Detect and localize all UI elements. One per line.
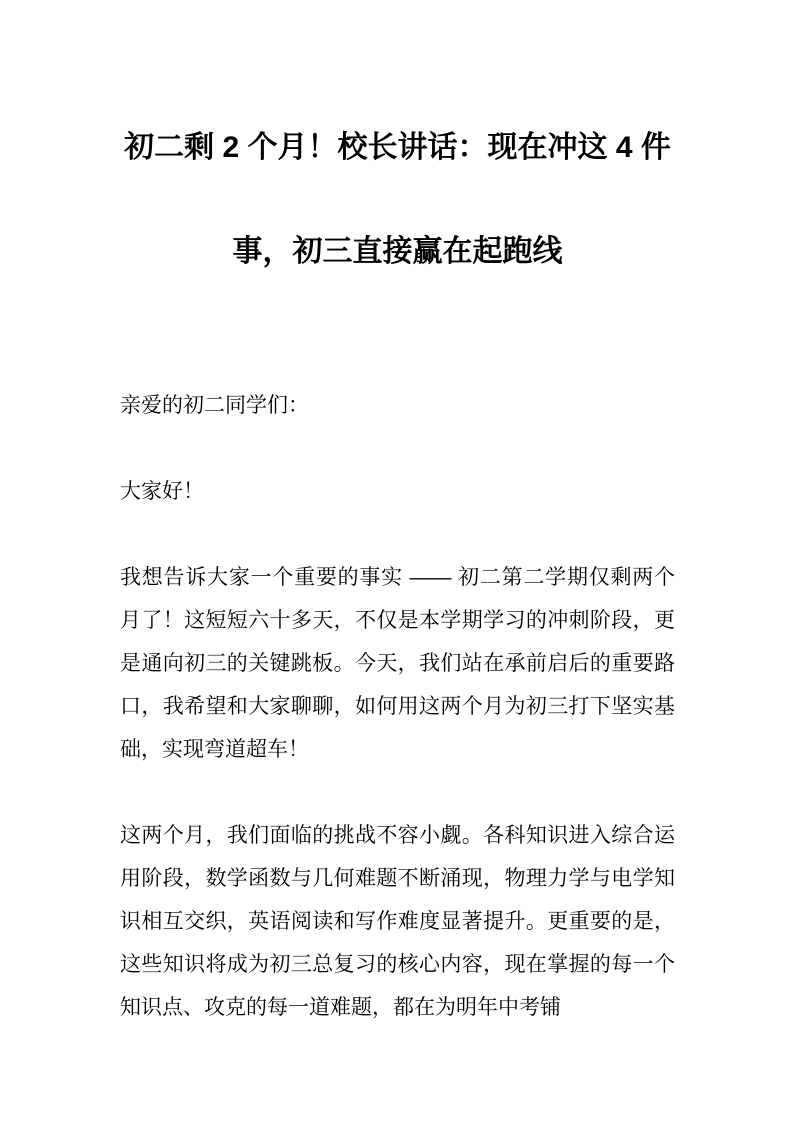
paragraph-intro: 我想告诉大家一个重要的事实 —— 初二第二学期仅剩两个月了！这短短六十多天，不仅是本学期学习的冲刺阶段，更是通向初三的关键跳板。今天，我们站在承前启后的重要路口，我希望和大家聊聊，如何用这两个月为初三打下坚实基础，实现弯道超车！	[120, 566, 675, 761]
document-title: 初二剩 2 个月！校长讲话：现在冲这 4 件事，初三直接赢在起跑线	[124, 131, 671, 268]
paragraph-salutation: 亲爱的初二同学们：	[120, 394, 309, 417]
paragraph-greeting: 大家好！	[120, 480, 204, 503]
paragraph-challenges: 这两个月，我们面临的挑战不容小觑。各科知识进入综合运用阶段，数学函数与几何难题不断涌现，物理力学与电学知识相互交织，英语阅读和写作难度显著提升。更重要的是，这些知识将成为初三总复习的核心内容，现在掌握的每一个知识点、攻克的每一道难题，都在为明年中考铺	[120, 824, 675, 1019]
document-body	[120, 384, 675, 1029]
